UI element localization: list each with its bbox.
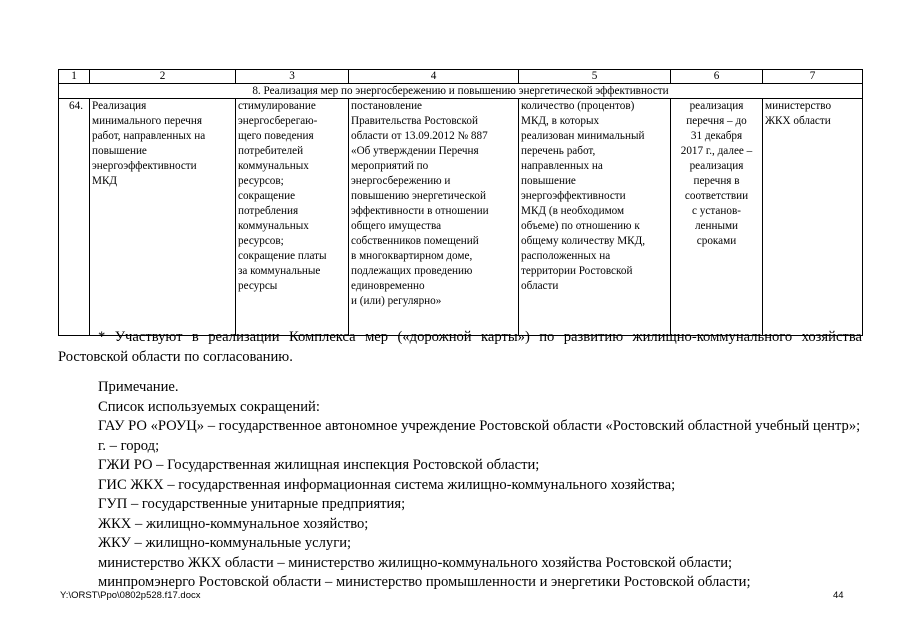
abbreviation-item: ГЖИ РО – Государственная жилищная инспекция Ростовской области; bbox=[98, 457, 540, 473]
measure-name-cell bbox=[90, 99, 236, 336]
legal-basis-cell bbox=[349, 99, 519, 336]
cell-text-line: собственников помещений bbox=[351, 235, 479, 247]
row-number: 64. bbox=[59, 99, 90, 336]
cell-text-line: области от 13.09.2012 № 887 bbox=[351, 130, 488, 142]
cell-text-line: с установ- bbox=[692, 205, 741, 217]
cell-text-line: реализация bbox=[689, 100, 744, 112]
cell-text-line: МКД bbox=[92, 175, 118, 187]
cell-text-line: единовременно bbox=[351, 280, 425, 292]
cell-text-line: ресурсов; bbox=[238, 235, 284, 247]
page-number: 44 bbox=[833, 590, 844, 601]
header-cell: 3 bbox=[236, 70, 349, 84]
cell-text-line: общему количеству МКД, bbox=[521, 235, 646, 247]
header-cell: 7 bbox=[763, 70, 863, 84]
cell-text-line: министерство bbox=[765, 100, 832, 112]
abbreviation-item: ЖКХ – жилищно-коммунальное хозяйство; bbox=[98, 515, 369, 532]
cell-text-line: области bbox=[521, 280, 559, 292]
measures-table bbox=[58, 69, 863, 336]
cell-text-line: коммунальных bbox=[238, 220, 309, 232]
cell-text-line: направленных на bbox=[521, 160, 603, 172]
table-row bbox=[59, 99, 863, 336]
notes-heading: Примечание. bbox=[98, 379, 179, 395]
deadline-cell bbox=[671, 99, 763, 336]
cell-text-line: перечня в bbox=[693, 175, 740, 187]
cell-text-line: «Об утверждении Перечня bbox=[351, 145, 479, 157]
cell-text-line: реализация bbox=[689, 160, 744, 172]
header-cell: 4 bbox=[349, 70, 519, 84]
abbreviation-item: ГАУ РО «РОУЦ» – государственное автономное учреждение Ростовской области «Ростовский областной учебный центр»; bbox=[98, 418, 861, 434]
cell-text-line: Правительства Ростовской bbox=[351, 115, 478, 127]
cell-text-line: МКД, в которых bbox=[521, 115, 600, 127]
cell-text-line: ресурсов; bbox=[238, 175, 284, 187]
cell-text-line: ЖКХ области bbox=[765, 115, 831, 127]
cell-text-line: щего поведения bbox=[238, 130, 314, 142]
cell-text-line: подлежащих проведению bbox=[351, 265, 473, 277]
cell-text-line: повышение bbox=[92, 145, 147, 157]
cell-text-line: постановление bbox=[351, 100, 423, 112]
cell-text-line: количество (процентов) bbox=[521, 100, 635, 112]
cell-text-line: сокращение платы bbox=[238, 250, 327, 262]
cell-text-line: повышению энергетической bbox=[351, 190, 487, 202]
cell-text-line: общего имущества bbox=[351, 220, 442, 232]
goal-cell bbox=[236, 99, 349, 336]
cell-text-line: минимального перечня bbox=[92, 115, 203, 127]
cell-text-line: потребления bbox=[238, 205, 299, 217]
cell-text-line: перечня – до bbox=[686, 115, 747, 127]
indicator-cell bbox=[519, 99, 671, 336]
header-cell: 6 bbox=[671, 70, 763, 84]
cell-text-line: сокращение bbox=[238, 190, 296, 202]
abbreviation-item: ГИС ЖКХ – государственная информационная система жилищно-коммунального хозяйства; bbox=[98, 476, 676, 493]
cell-text-line: перечень работ, bbox=[521, 145, 596, 157]
cell-text-line: энергосберегаю- bbox=[238, 115, 318, 127]
cell-text-line: МКД (в необходимом bbox=[521, 205, 625, 217]
cell-text-line: эффективности в отношении bbox=[351, 205, 489, 217]
abbreviation-item: минпромэнерго Ростовской области – министерство промышленности и энергетики Ростовской области; bbox=[98, 574, 751, 590]
cell-text-line: соответствии bbox=[684, 190, 749, 202]
footnote bbox=[58, 327, 862, 367]
cell-text-line: реализован минимальный bbox=[521, 130, 645, 142]
cell-text-line: Реализация bbox=[92, 100, 147, 112]
abbreviation-item: г. – город; bbox=[98, 437, 160, 454]
section-title: 8. Реализация мер по энергосбережению и повышению энергетической эффективности bbox=[59, 84, 863, 99]
header-cell: 1 bbox=[59, 70, 90, 84]
cell-text-line: потребителей bbox=[238, 145, 304, 157]
abbreviation-item: ГУП – государственные унитарные предприятия; bbox=[98, 496, 406, 512]
cell-text-line: стимулирование bbox=[238, 100, 316, 112]
table-header-row bbox=[59, 70, 863, 84]
notes-subheading: Список используемых сокращений: bbox=[98, 398, 320, 415]
cell-text-line: работ, направленных на bbox=[92, 130, 206, 142]
cell-text-line: повышение bbox=[521, 175, 576, 187]
cell-text-line: энергоэффективности bbox=[521, 190, 626, 202]
abbreviation-item: ЖКУ – жилищно-коммунальные услуги; bbox=[98, 535, 352, 551]
cell-text-line: ресурсы bbox=[238, 280, 278, 292]
cell-text-line: объеме) по отношению к bbox=[521, 220, 640, 232]
cell-text-line: сроками bbox=[696, 235, 737, 247]
file-path: Y:\ORST\Ppo\0802p528.f17.docx bbox=[60, 590, 201, 601]
cell-text-line: мероприятий по bbox=[351, 160, 429, 172]
abbreviation-item: министерство ЖКХ области – министерство жилищно-коммунального хозяйства Ростовской области; bbox=[98, 554, 733, 571]
cell-text-line: 2017 г., далее – bbox=[680, 145, 753, 157]
footnote-text: * Участвуют в реализации Комплекса мер («дорожной карты») по развитию жилищно-коммунального хозяйства Ростовской области по согласованию. bbox=[58, 329, 862, 365]
cell-text-line: коммунальных bbox=[238, 160, 309, 172]
cell-text-line: за коммунальные bbox=[238, 265, 321, 277]
cell-text-line: территории Ростовской bbox=[521, 265, 633, 277]
cell-text-line: энергосбережению и bbox=[351, 175, 451, 187]
cell-text-line: расположенных на bbox=[521, 250, 611, 262]
cell-text-line: 31 декабря bbox=[690, 130, 743, 142]
cell-text-line: в многоквартирном доме, bbox=[351, 250, 473, 262]
section-row bbox=[59, 84, 863, 99]
header-cell: 2 bbox=[90, 70, 236, 84]
notes-block bbox=[58, 378, 862, 593]
responsible-cell bbox=[763, 99, 863, 336]
header-cell: 5 bbox=[519, 70, 671, 84]
cell-text-line: ленными bbox=[694, 220, 739, 232]
cell-text-line: энергоэффективности bbox=[92, 160, 197, 172]
cell-text-line: и (или) регулярно» bbox=[351, 295, 442, 307]
